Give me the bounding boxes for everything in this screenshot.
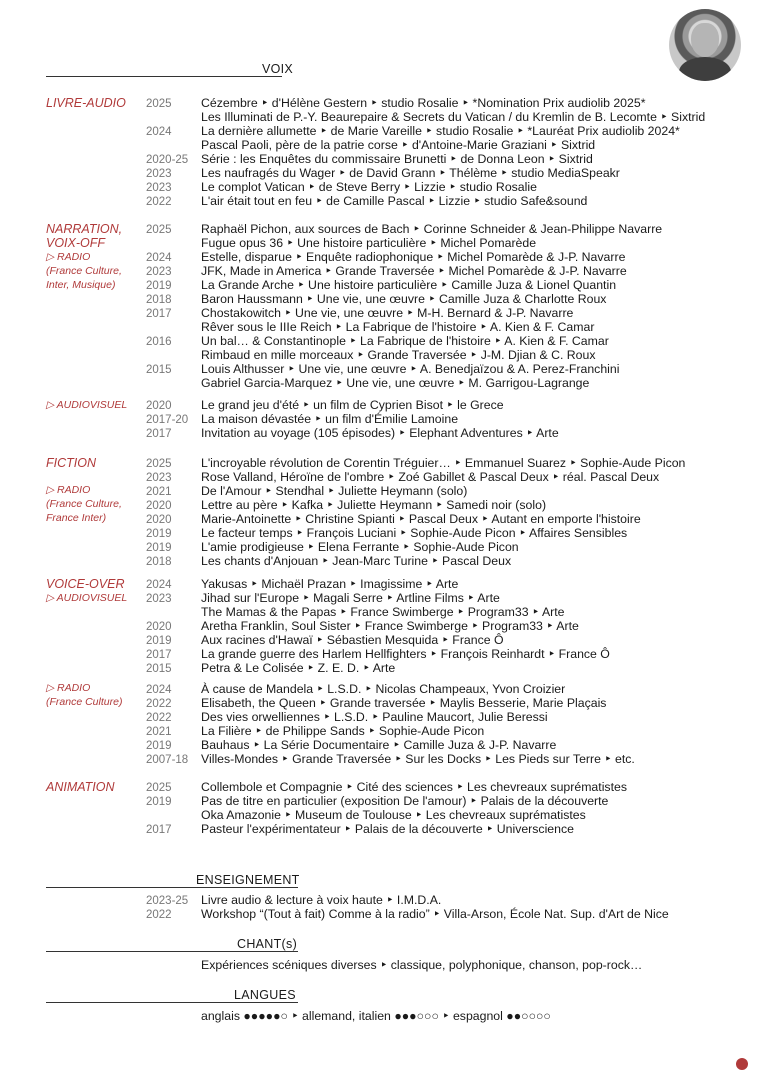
year: 2017 xyxy=(146,824,172,836)
list-item xyxy=(146,647,610,662)
year: 2024 xyxy=(146,126,172,138)
list-item xyxy=(146,180,537,195)
list-item xyxy=(146,1009,551,1023)
cat-narration: NARRATION, xyxy=(46,222,123,236)
year: 2020-25 xyxy=(146,154,189,166)
entry: Les naufragés du Wager ‣ de David Grann ‣ Thélème ‣ studio MediaSpeakr xyxy=(201,166,620,180)
entry: Le complot Vatican ‣ de Steve Berry ‣ Lizzie ‣ studio Rosalie xyxy=(201,180,537,194)
list-item xyxy=(146,907,669,922)
list-item xyxy=(146,194,587,209)
voix-rule xyxy=(46,76,282,77)
entry: L'incroyable révolution de Corentin Tréguier… ‣ Emmanuel Suarez ‣ Sophie-Aude Picon xyxy=(201,456,686,470)
chant-rule xyxy=(46,951,298,952)
year: 2023 xyxy=(146,182,172,194)
list-item xyxy=(146,320,594,334)
list-item xyxy=(146,577,458,592)
list-item xyxy=(146,498,546,513)
year: 2018 xyxy=(146,294,172,306)
entry: Villes-Mondes ‣ Grande Traversée ‣ Sur les Docks ‣ Les Pieds sur Terre ‣ etc. xyxy=(201,752,635,766)
entry: Baron Haussmann ‣ Une vie, une œuvre ‣ Camille Juza & Charlotte Roux xyxy=(201,292,607,306)
section-title-enseignement: ENSEIGNEMENT xyxy=(196,873,300,887)
cat-voix-off: VOIX-OFF xyxy=(46,236,106,250)
entry: Aux racines d'Hawaï ‣ Sébastien Mesquida ‣ France Ô xyxy=(201,633,504,647)
section-title-voix: VOIX xyxy=(262,62,294,76)
year: 2019 xyxy=(146,635,172,647)
year: 2021 xyxy=(146,486,172,498)
entry: Série : les Enquêtes du commissaire Brunetti ‣ de Donna Leon ‣ Sixtrid xyxy=(201,152,593,166)
list-item xyxy=(146,724,484,739)
year: 2022 xyxy=(146,712,172,724)
list-item xyxy=(146,426,559,441)
list-item xyxy=(146,661,395,676)
cat-voice-over: VOICE-OVER xyxy=(46,577,125,591)
list-item xyxy=(146,526,627,541)
cat-livre-audio: LIVRE-AUDIO xyxy=(46,96,126,110)
list-item xyxy=(146,554,511,569)
year: 2019 xyxy=(146,542,172,554)
avatar-body xyxy=(679,57,731,81)
avatar-face xyxy=(691,23,719,57)
entry: Les chants d'Anjouan ‣ Jean-Marc Turine ‣ Pascal Deux xyxy=(201,554,512,568)
entry: Estelle, disparue ‣ Enquête radiophonique ‣ Michel Pomarède & J-P. Navarre xyxy=(201,250,626,264)
list-item xyxy=(146,752,635,767)
year: 2019 xyxy=(146,740,172,752)
entry: Workshop “(Tout à fait) Comme à la radio” ‣ Villa-Arson, École Nat. Sup. d'Art de Nice xyxy=(201,907,669,921)
avatar xyxy=(669,9,741,81)
section-title-langues: LANGUES xyxy=(234,988,296,1002)
entry: Pas de titre en particulier (exposition De l'amour) ‣ Palais de la découverte xyxy=(201,794,609,808)
entry: anglais ●●●●●○ ‣ allemand, italien ●●●○○○ ‣ espagnol ●●○○○○ xyxy=(201,1009,551,1023)
list-item xyxy=(146,780,627,795)
entry: La Grande Arche ‣ Une histoire particulière ‣ Camille Juza & Lionel Quantin xyxy=(201,278,617,292)
entry: Le grand jeu d'été ‣ un film de Cyprien Bisot ‣ le Grece xyxy=(201,398,504,412)
year: 2017-20 xyxy=(146,414,189,426)
langues-rule xyxy=(46,1002,298,1003)
list-item xyxy=(146,152,593,167)
sub-radio-2c: France Inter) xyxy=(46,512,107,524)
entry: Elisabeth, the Queen ‣ Grande traversée ‣ Maylis Besserie, Marie Plaçais xyxy=(201,696,607,710)
entry: Des vies orwelliennes ‣ L.S.D. ‣ Pauline Maucort, Julie Beressi xyxy=(201,710,548,724)
entry: Le facteur temps ‣ François Luciani ‣ Sophie-Aude Picon ‣ Affaires Sensibles xyxy=(201,526,628,540)
cat-animation: ANIMATION xyxy=(46,780,115,794)
list-item xyxy=(146,412,458,427)
year: 2017 xyxy=(146,308,172,320)
list-item xyxy=(146,264,627,279)
entry: Rimbaud en mille morceaux ‣ Grande Traversée ‣ J-M. Djian & C. Roux xyxy=(201,348,596,362)
sub-radio-1b: (France Culture, xyxy=(46,265,122,277)
year: 2015 xyxy=(146,663,172,675)
year: 2024 xyxy=(146,684,172,696)
list-item xyxy=(146,540,519,555)
list-item xyxy=(146,893,441,908)
year: 2025 xyxy=(146,782,172,794)
year: 2023 xyxy=(146,593,172,605)
year: 2025 xyxy=(146,458,172,470)
entry: L'air était tout en feu ‣ de Camille Pascal ‣ Lizzie ‣ studio Safe&sound xyxy=(201,194,588,208)
entry: Invitation au voyage (105 épisodes) ‣ Elephant Adventures ‣ Arte xyxy=(201,426,559,440)
sub-radio-1: ▷ RADIO xyxy=(46,251,91,263)
list-item xyxy=(146,292,606,307)
year: 2023-25 xyxy=(146,895,189,907)
list-item xyxy=(146,958,642,972)
entry: Expériences scéniques diverses ‣ classique, polyphonique, chanson, pop-rock… xyxy=(201,958,643,972)
entry: Yakusas ‣ Michaël Prazan ‣ Imagissime ‣ Arte xyxy=(201,577,459,591)
year: 2023 xyxy=(146,168,172,180)
year: 2025 xyxy=(146,224,172,236)
list-item xyxy=(146,236,536,250)
entry: Fugue opus 36 ‣ Une histoire particulière ‣ Michel Pomarède xyxy=(201,236,537,250)
list-item xyxy=(146,222,662,237)
list-item xyxy=(146,376,589,390)
list-item xyxy=(146,334,609,349)
list-item xyxy=(146,138,595,152)
list-item xyxy=(146,682,565,697)
year: 2007-18 xyxy=(146,754,189,766)
enseignement-rule xyxy=(46,887,298,888)
entry: Rose Valland, Héroïne de l'ombre ‣ Zoé Gabillet & Pascal Deux ‣ réal. Pascal Deux xyxy=(201,470,660,484)
list-item xyxy=(146,362,619,377)
entry: Lettre au père ‣ Kafka ‣ Juliette Heymann ‣ Samedi noir (solo) xyxy=(201,498,547,512)
entry: The Mamas & the Papas ‣ France Swimberge ‣ Program33 ‣ Arte xyxy=(201,605,565,619)
entry: Pascal Paoli, père de la patrie corse ‣ d'Antoine-Marie Graziani ‣ Sixtrid xyxy=(201,138,596,152)
sub-audiovisuel-1: ▷ AUDIOVISUEL xyxy=(46,399,128,411)
year: 2021 xyxy=(146,726,172,738)
list-item xyxy=(146,348,596,362)
year: 2020 xyxy=(146,621,172,633)
sub-radio-1c: Inter, Musique) xyxy=(46,279,116,291)
entry: Oka Amazonie ‣ Museum de Toulouse ‣ Les chevreaux suprématistes xyxy=(201,808,586,822)
page-marker-dot xyxy=(736,1058,748,1070)
year: 2022 xyxy=(146,698,172,710)
entry: Rêver sous le IIIe Reich ‣ La Fabrique de l'histoire ‣ A. Kien & F. Camar xyxy=(201,320,595,334)
list-item xyxy=(146,166,620,181)
list-item xyxy=(146,306,573,321)
entry: Livre audio & lecture à voix haute ‣ I.M.D.A. xyxy=(201,893,442,907)
year: 2019 xyxy=(146,796,172,808)
year: 2020 xyxy=(146,514,172,526)
year: 2019 xyxy=(146,280,172,292)
year: 2019 xyxy=(146,528,172,540)
year: 2023 xyxy=(146,266,172,278)
entry: Collembole et Compagnie ‣ Cité des sciences ‣ Les chevreaux suprématistes xyxy=(201,780,627,794)
entry: Louis Althusser ‣ Une vie, une œuvre ‣ A. Benedjaïzou & A. Perez-Franchini xyxy=(201,362,620,376)
year: 2022 xyxy=(146,909,172,921)
cat-fiction: FICTION xyxy=(46,456,96,470)
entry: Pasteur l'expérimentateur ‣ Palais de la découverte ‣ Universcience xyxy=(201,822,574,836)
list-item xyxy=(146,484,467,499)
year: 2025 xyxy=(146,98,172,110)
entry: Aretha Franklin, Soul Sister ‣ France Swimberge ‣ Program33 ‣ Arte xyxy=(201,619,579,633)
entry: Un bal… & Constantinople ‣ La Fabrique de l'histoire ‣ A. Kien & F. Camar xyxy=(201,334,609,348)
entry: La dernière allumette ‣ de Marie Vareille ‣ studio Rosalie ‣ *Lauréat Prix audiolib 2024* xyxy=(201,124,680,138)
year: 2020 xyxy=(146,500,172,512)
list-item xyxy=(146,456,685,471)
list-item xyxy=(146,470,659,485)
entry: Bauhaus ‣ La Série Documentaire ‣ Camille Juza & J-P. Navarre xyxy=(201,738,557,752)
list-item xyxy=(146,619,579,634)
list-item xyxy=(146,710,548,725)
list-item xyxy=(146,96,645,111)
list-item xyxy=(146,110,705,124)
entry: La maison dévastée ‣ un film d'Émilie Lamoine xyxy=(201,412,459,426)
year: 2015 xyxy=(146,364,172,376)
entry: L'amie prodigieuse ‣ Elena Ferrante ‣ Sophie-Aude Picon xyxy=(201,540,519,554)
list-item xyxy=(146,696,606,711)
entry: La Filière ‣ de Philippe Sands ‣ Sophie-Aude Picon xyxy=(201,724,485,738)
year: 2017 xyxy=(146,649,172,661)
list-item xyxy=(146,250,625,265)
sub-radio-2: ▷ RADIO xyxy=(46,484,91,496)
entry: Chostakowitch ‣ Une vie, une œuvre ‣ M-H. Bernard & J-P. Navarre xyxy=(201,306,574,320)
list-item xyxy=(146,512,641,527)
year: 2024 xyxy=(146,579,172,591)
entry: Les Illuminati de P.-Y. Beaurepaire & Secrets du Vatican / du Kremlin de B. Lecomte ‣ Sixtrid xyxy=(201,110,706,124)
sub-radio-3b: (France Culture) xyxy=(46,696,123,708)
year: 2023 xyxy=(146,472,172,484)
year: 2017 xyxy=(146,428,172,440)
year: 2022 xyxy=(146,196,172,208)
entry: Jihad sur l'Europe ‣ Magali Serre ‣ Artline Films ‣ Arte xyxy=(201,591,500,605)
year: 2018 xyxy=(146,556,172,568)
sub-radio-3: ▷ RADIO xyxy=(46,682,91,694)
entry: Raphaël Pichon, aux sources de Bach ‣ Corinne Schneider & Jean-Philippe Navarre xyxy=(201,222,663,236)
entry: Gabriel Garcia-Marquez ‣ Une vie, une œuvre ‣ M. Garrigou-Lagrange xyxy=(201,376,590,390)
list-item xyxy=(146,398,504,413)
list-item xyxy=(146,822,574,837)
section-title-chant: CHANT(s) xyxy=(237,937,298,951)
list-item xyxy=(146,124,680,139)
year: 2016 xyxy=(146,336,172,348)
list-item xyxy=(146,808,586,822)
list-item xyxy=(146,633,504,648)
entry: Petra & Le Colisée ‣ Z. E. D. ‣ Arte xyxy=(201,661,396,675)
year: 2020 xyxy=(146,400,172,412)
entry: JFK, Made in America ‣ Grande Traversée ‣ Michel Pomarède & J-P. Navarre xyxy=(201,264,627,278)
list-item xyxy=(146,738,556,753)
entry: Cézembre ‣ d'Hélène Gestern ‣ studio Rosalie ‣ *Nomination Prix audiolib 2025* xyxy=(201,96,646,110)
entry: De l'Amour ‣ Stendhal ‣ Juliette Heymann (solo) xyxy=(201,484,468,498)
list-item xyxy=(146,605,565,619)
list-item xyxy=(146,794,608,809)
sub-radio-2b: (France Culture, xyxy=(46,498,122,510)
entry: La grande guerre des Harlem Hellfighters ‣ François Reinhardt ‣ France Ô xyxy=(201,647,610,661)
sub-audiovisuel-2: ▷ AUDIOVISUEL xyxy=(46,592,128,604)
list-item xyxy=(146,591,500,606)
entry: À cause de Mandela ‣ L.S.D. ‣ Nicolas Champeaux, Yvon Croizier xyxy=(201,682,566,696)
list-item xyxy=(146,278,616,293)
year: 2024 xyxy=(146,252,172,264)
entry: Marie-Antoinette ‣ Christine Spianti ‣ Pascal Deux ‣ Autant en emporte l'histoire xyxy=(201,512,641,526)
